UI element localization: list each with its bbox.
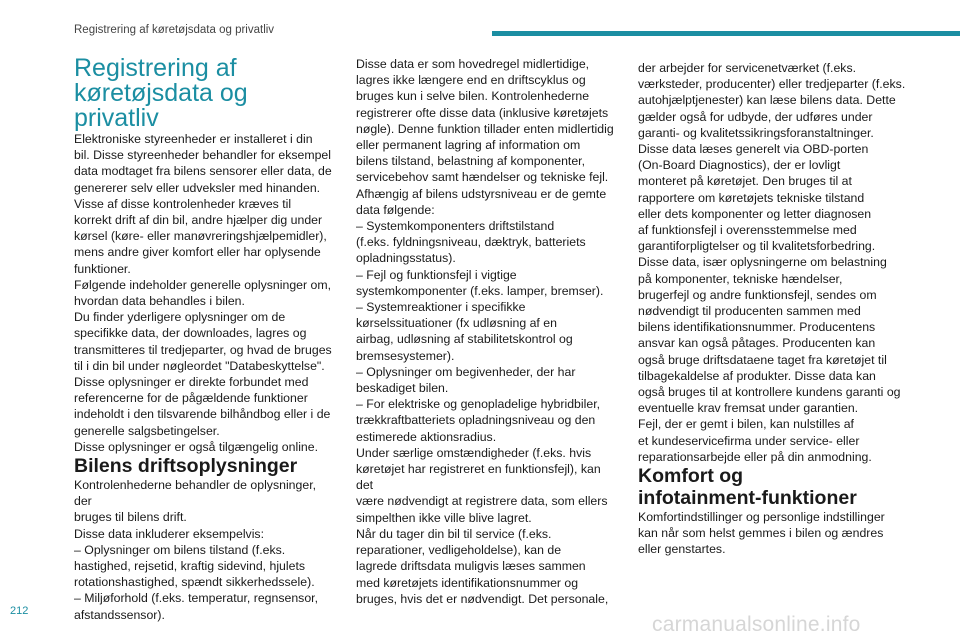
komfort-paragraph: Komfortindstillinger og personlige indstillinger kan når som helst gemmes i bilen og ændres eller genstartes.: [638, 510, 885, 557]
header-accent-bar: [492, 31, 960, 36]
intro-paragraph: Elektroniske styreenheder er installeret i din bil. Disse styreenheder behandler for eksempel data modtaget fra bilens sensorer eller data, de genererer selv eller udveksler med hinanden. Visse af disse kontrolenheder kræves til korrekt drift af din bil, andre hjælper dig under kørsel (køre- eller manøvreringshjælpemidler), mens andre giver komfort eller har oplysende funktioner. Følgende indeholder generelle oplysninger om, hvordan data behandles i bilen. Du finder yderligere oplysninger om de specifikke data, der downloades, lagres og transmitteres til tredjeparter, og hvad de bruges til i din bil under nøgleordet "Databeskyttelse". Disse oplysninger er direkte forbundet med referencerne for de pågældende funktioner indeholdt i den tilsvarende bilhåndbog eller i de generelle salgsbetingelser. Disse oplysninger er også tilgængelig online.: [74, 132, 332, 454]
running-header: Registrering af køretøjsdata og privatliv: [74, 24, 275, 36]
middle-paragraph: Disse data er som hovedregel midlertidige, lagres ikke længere end en driftscyklus og bruges kun i selve bilen. Kontrolenhederne registrerer ofte disse data (inklusive køretøjets nøgle). Denne funktion tillader enten midlertidig eller permanent lagring af information om bilens tilstand, belastning af komponenter, servicebehov samt hændelser og tekniske fejl. Afhængig af bilens udstyrsniveau er de gemte data følgende: – Systemkomponenters driftstilstand (f.eks. fyldningsniveau, dæktryk, batteriets opladningsstatus). – Fejl og funktionsfejl i vigtige systemkomponenter (f.eks. lamper, bremser). – Systemreaktioner i specifikke kørselssituationer (fx udløsning af en airbag, udløsning af stabilitetskontrol og bremsesystemer). – Oplysninger om begivenheder, der har beskadiget bilen. – For elektriske og genopladelige hybridbiler, trækkraftbatteriets opladningsniveau og den estimerede aktionsradius. Under særlige omstændigheder (f.eks. hvis køretøjet har registreret en funktionsfejl), kan det være nødvendigt at registrere data, som ellers simpelthen ikke ville blive lagret. Når du tager din bil til service (f.eks. reparationer, vedligeholdelse), kan de lagrede driftsdata muligvis læses sammen med køretøjets identifikationsnummer og bruges, hvis det er nødvendigt. Det personale,: [356, 57, 614, 606]
column-left: [74, 56, 336, 623]
right-paragraph: der arbejder for servicenetværket (f.eks. værksteder, producenter) eller tredjeparter (f.eks. autohjælptjenester) kan læse bilens data. Dette gælder også for udbyde, der udføres under garanti- og kvalitetssikringsforanstaltninger. Disse data læses generelt via OBD-porten (On-Board Diagnostics), der er lovligt monteret på køretøjet. Den bruges til at rapportere om køretøjets tekniske tilstand eller dets komponenter og letter diagnosen af funktionsfejl i overensstemmelse med garantiforpligtelser og til kvalitetsforbedring. Disse data, især oplysningerne om belastning på komponenter, tekniske hændelser, brugerfejl og andre funktionsfejl, sendes om nødvendigt til producenten sammen med bilens identifikationsnummer. Producentens ansvar kan også påtages. Producenten kan også bruge driftsdataene taget fra køretøjet til tilbagekaldelse af produkter. Disse data kan også bruges til at kontrollere kundens garanti og eventuelle krav fremsat under garantien. Fejl, der er gemt i bilen, kan nulstilles af et kundeservicefirma under service- eller reparationsarbejde eller på din anmodning.: [638, 61, 906, 464]
column-right: [638, 60, 908, 558]
driftsoplysninger-paragraph: Kontrolenhederne behandler de oplysninger, der bruges til bilens drift. Disse data inkluderer eksempelvis: – Oplysninger om bilens tilstand (f.eks. hastighed, rejsetid, kraftig sidevind, hjulets rotationshastighed, spændt sikkerhedssele). – Miljøforhold (f.eks. temperatur, regnsensor, afstandssensor).: [74, 478, 318, 622]
page-title: Registrering af køretøjsdata og privatliv: [74, 54, 248, 132]
column-middle: [356, 56, 618, 607]
section-heading-driftsoplysninger: Bilens driftsoplysninger: [74, 455, 298, 478]
watermark: carmanualsonline.info: [652, 613, 861, 636]
page-number: 212: [10, 605, 29, 617]
section-heading-komfort: Komfort og infotainment-funktioner: [638, 465, 857, 510]
